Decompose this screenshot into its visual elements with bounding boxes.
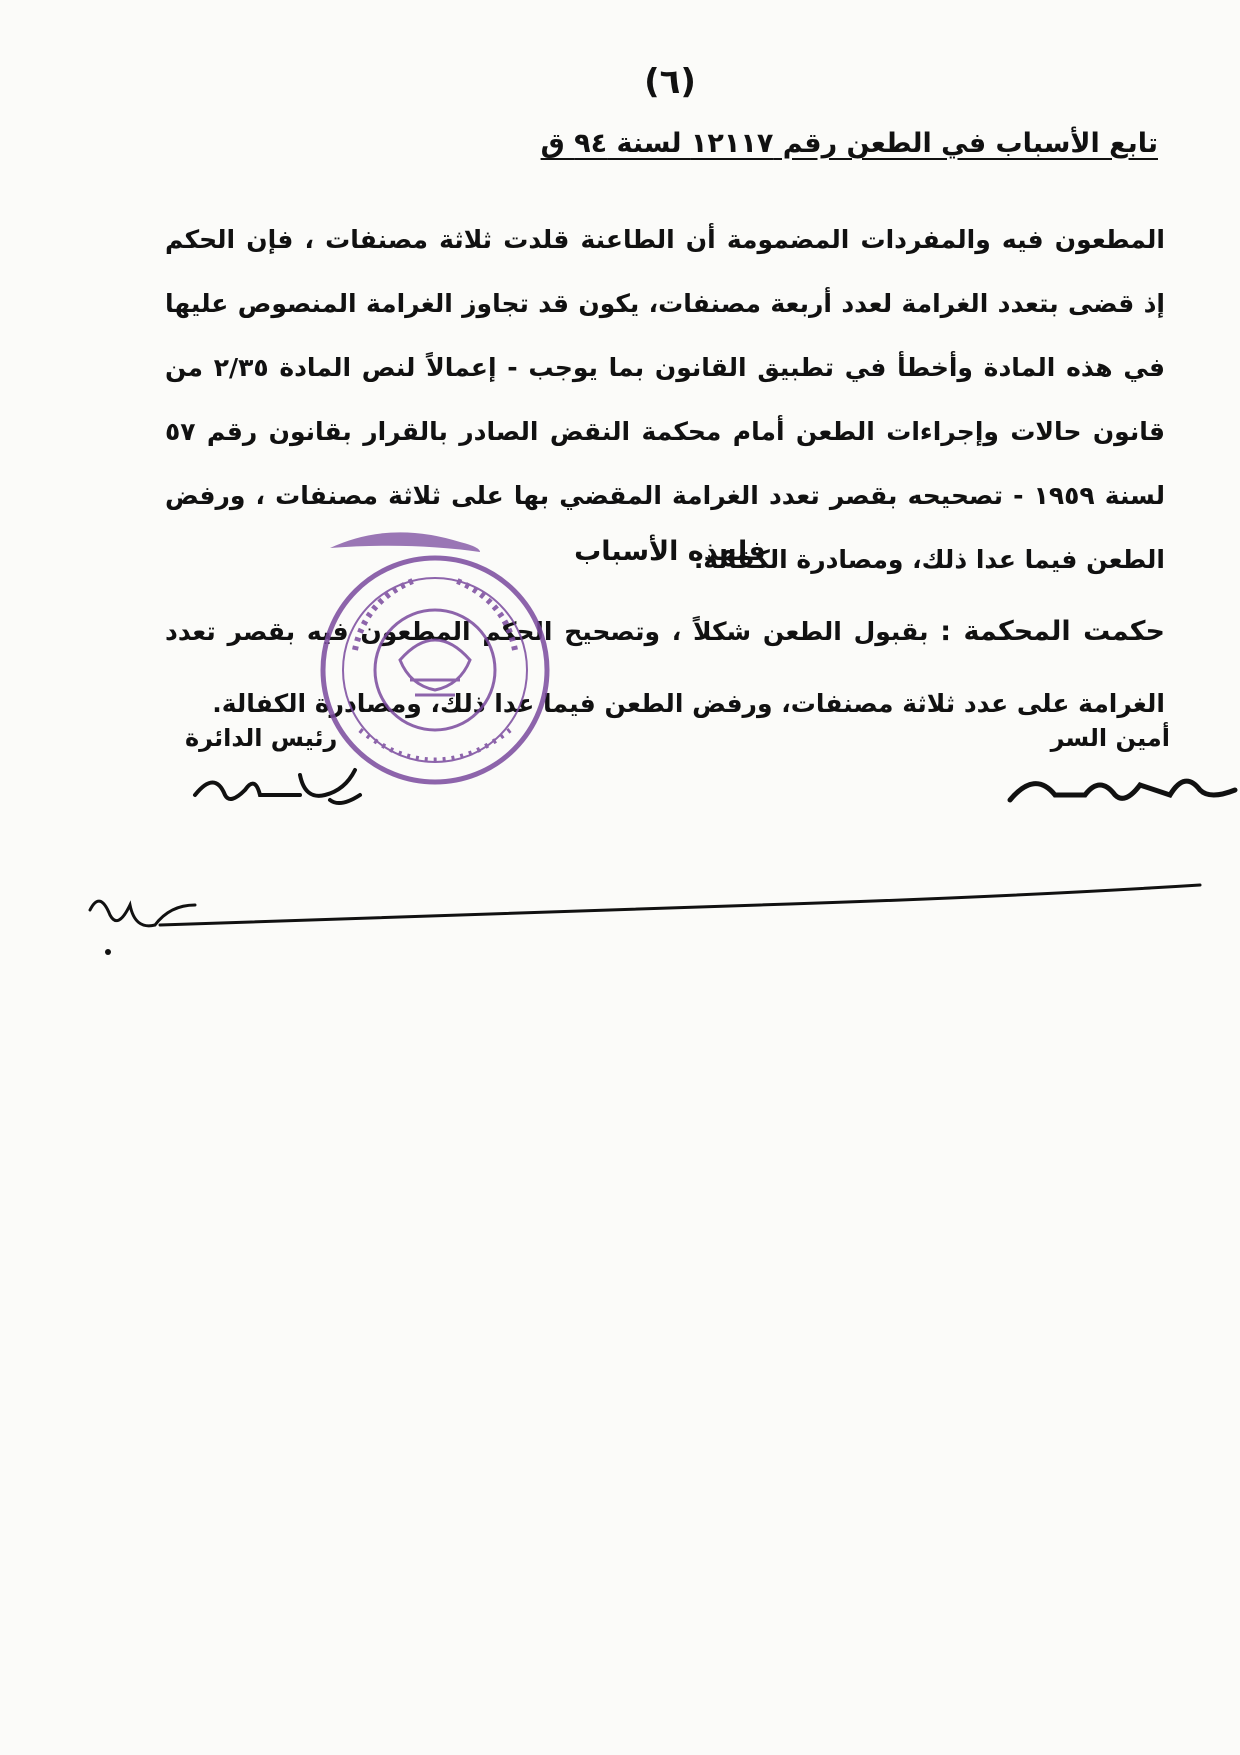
page-number: (٦) (644, 62, 696, 102)
secretary-title: أمين السر (1050, 724, 1170, 752)
secretary-signature (1005, 765, 1240, 815)
verdict-lead: حكمت المحكمة : (940, 616, 1165, 647)
section-heading: فلهذه الأسباب (574, 536, 766, 567)
circuit-head-signature (190, 765, 370, 815)
court-seal-stamp (300, 530, 570, 800)
document-header: تابع الأسباب في الطعن رقم ١٢١١٧ لسنة ٩٤ ق (540, 128, 1158, 159)
verdict-text: بقبول الطعن شكلاً ، وتصحيح الحكم المطعون فيه بقصر تعدد الغرامة على عدد ثلاثة مصنفات، ورفض الطعن فيما عدا ذلك، ومصادرة الكفالة. (165, 617, 1165, 718)
circuit-head-title: رئيس الدائرة (185, 724, 338, 752)
body-paragraph: المطعون فيه والمفردات المضمومة أن الطاعنة قلدت ثلاثة مصنفات ، فإن الحكم إذ قضى بتعدد الغرامة لعدد أربعة مصنفات، يكون قد تجاوز الغرامة المنصوص عليها في هذه المادة وأخطأ في تطبيق القانون بما يوجب - إعمالاً لنص المادة ٢/٣٥ من قانون حالات وإجراءات الطعن أمام محكمة النقض الصادر بالقرار بقانون رقم ٥٧ لسنة ١٩٥٩ - تصحيحه بقصر تعدد الغرامة المقضي بها على ثلاثة مصنفات ، ورفض الطعن فيما عدا ذلك، ومصادرة الكفالة. (165, 225, 1165, 574)
closing-flourish (70, 880, 1240, 970)
